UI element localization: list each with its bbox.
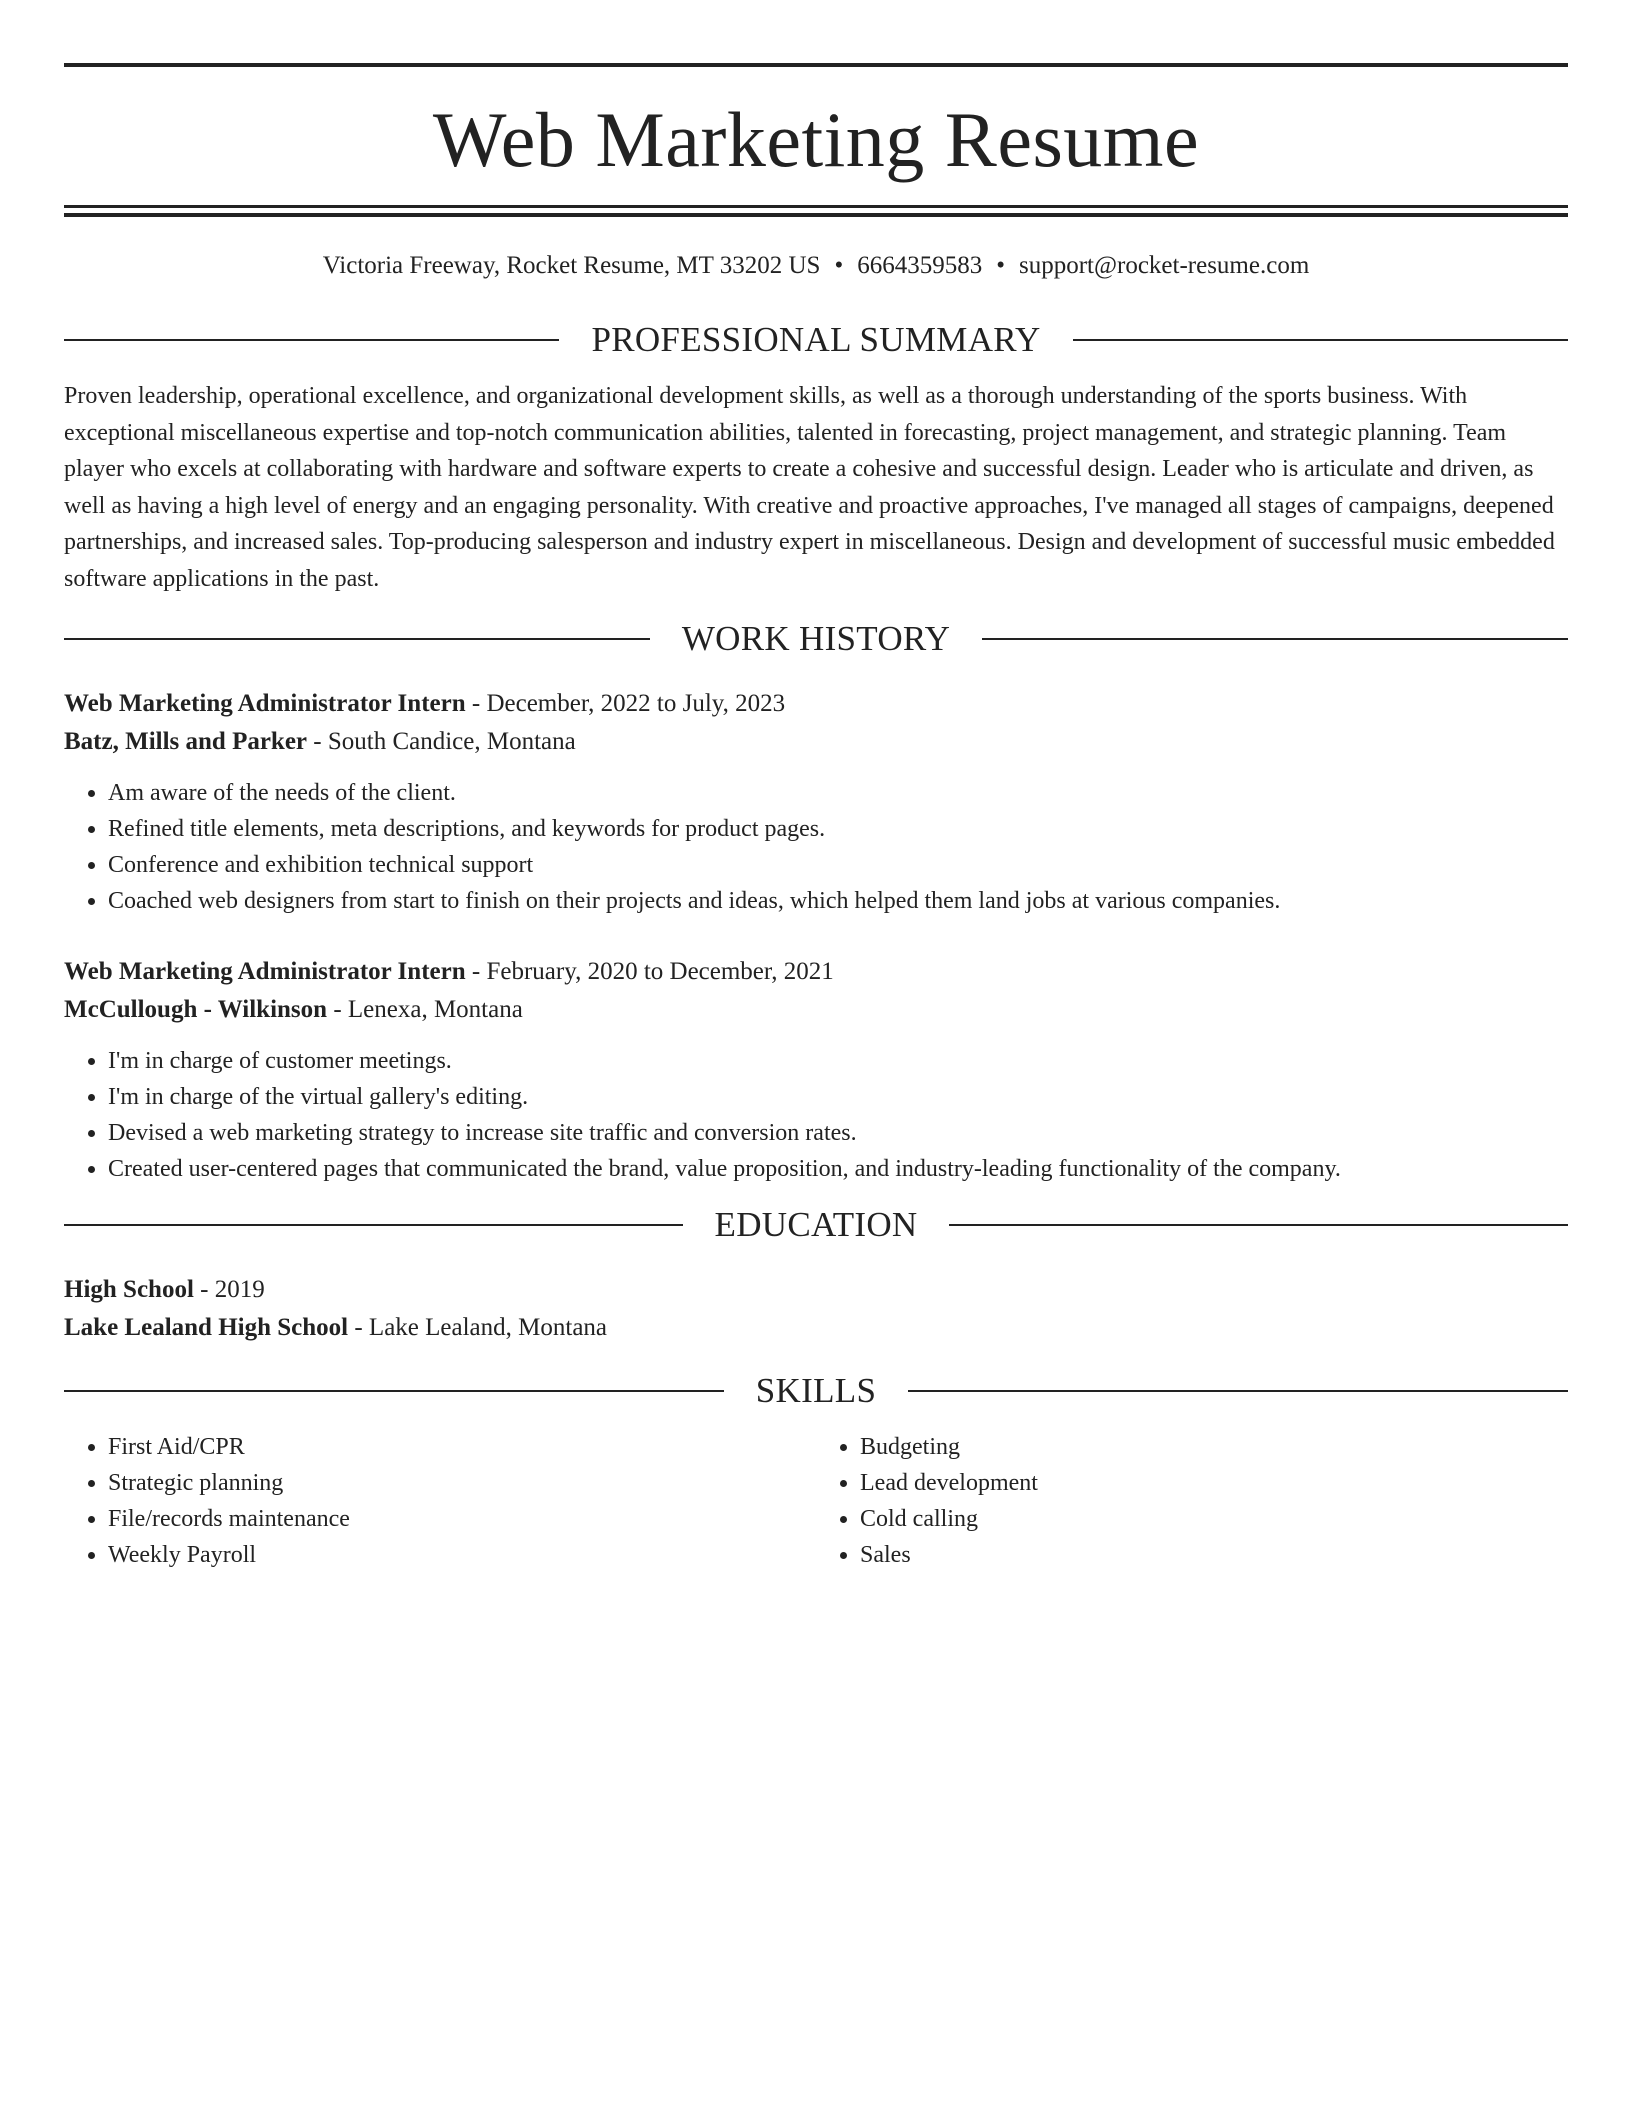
skill-item: • Strategic planning <box>108 1465 816 1501</box>
list-item: • Am aware of the needs of the client. <box>108 775 1568 811</box>
job-title-line <box>64 953 1568 991</box>
heading-rule <box>1073 339 1568 341</box>
section-heading-summary <box>64 322 1568 358</box>
education-location: - Lake Lealand, Montana <box>348 1314 608 1341</box>
section-heading-education <box>64 1207 1568 1243</box>
job-company-line <box>64 991 1568 1029</box>
section-heading-skills <box>64 1373 1568 1409</box>
contact-separator: • <box>996 252 1005 279</box>
section-title: EDUCATION <box>714 1205 918 1244</box>
education-degree: High School <box>64 1276 194 1303</box>
job-location: - South Candice, Montana <box>307 728 576 755</box>
list-item: • Conference and exhibition technical support <box>108 847 1568 883</box>
heading-rule <box>949 1224 1568 1226</box>
job-bullet-list <box>64 1043 1568 1187</box>
contact-address: Victoria Freeway, Rocket Resume, MT 33202 US <box>322 252 821 279</box>
skill-item: • Weekly Payroll <box>108 1537 816 1573</box>
list-item: • Refined title elements, meta descriptions, and keywords for product pages. <box>108 811 1568 847</box>
section-title: WORK HISTORY <box>681 619 951 658</box>
section-heading-work-history <box>64 621 1568 657</box>
education-year: - 2019 <box>193 1276 265 1303</box>
heading-rule <box>64 339 559 341</box>
skills-list-right <box>816 1429 1568 1573</box>
skill-item: • Sales <box>860 1537 1568 1573</box>
top-rule <box>64 63 1568 67</box>
heading-rule <box>64 1224 683 1226</box>
contact-line <box>64 250 1568 282</box>
list-item: • Coached web designers from start to finish on their projects and ideas, which helped them land jobs at various companies. <box>108 883 1568 919</box>
skill-item: • Lead development <box>860 1465 1568 1501</box>
education-entry <box>64 1271 1568 1347</box>
summary-paragraph: Proven leadership, operational excellence, and organizational development skills, as well as a thorough understanding of the sports business. With exceptional miscellaneous expertise and top-notch communication abilities, talented in forecasting, project management, and strategic planning. Team player who excels at collaborating with hardware and software experts to create a cohesive and successful design. Leader who is articulate and driven, as well as having a high level of energy and an engaging personality. With creative and proactive approaches, I've managed all stages of campaigns, deepened partnerships, and increased sales. Top-producing salesperson and industry expert in miscellaneous. Design and development of successful music embedded software applications in the past. <box>64 383 1555 592</box>
job-entry <box>64 685 1568 919</box>
heading-rule <box>64 1390 724 1392</box>
skill-item: • Budgeting <box>860 1429 1568 1465</box>
section-title: SKILLS <box>755 1371 877 1410</box>
education-school: Lake Lealand High School <box>64 1314 349 1341</box>
skill-item: • First Aid/CPR <box>108 1429 816 1465</box>
job-title: Web Marketing Administrator Intern <box>64 690 466 717</box>
resume-title: Web Marketing Resume <box>432 96 1200 183</box>
job-company: McCullough - Wilkinson <box>64 996 328 1023</box>
job-entry <box>64 953 1568 1187</box>
job-title: Web Marketing Administrator Intern <box>64 958 466 985</box>
heading-rule <box>908 1390 1568 1392</box>
list-item: • I'm in charge of the virtual gallery's editing. <box>108 1079 1568 1115</box>
title-double-rule <box>64 205 1568 217</box>
heading-rule <box>64 638 650 640</box>
skills-list-left <box>64 1429 816 1573</box>
contact-phone: 6664359583 <box>857 252 983 279</box>
skill-item: • File/records maintenance <box>108 1501 816 1537</box>
job-dates: - February, 2020 to December, 2021 <box>465 958 834 985</box>
section-title: PROFESSIONAL SUMMARY <box>591 320 1041 359</box>
list-item: • I'm in charge of customer meetings. <box>108 1043 1568 1079</box>
contact-email: support@rocket-resume.com <box>1018 252 1310 279</box>
job-company-line <box>64 723 1568 761</box>
education-degree-line <box>64 1271 1568 1309</box>
job-dates: - December, 2022 to July, 2023 <box>465 690 786 717</box>
job-company: Batz, Mills and Parker <box>64 728 308 755</box>
job-bullet-list <box>64 775 1568 919</box>
heading-rule <box>982 638 1568 640</box>
job-title-line <box>64 685 1568 723</box>
skills-columns <box>64 1429 1568 1573</box>
education-school-line <box>64 1309 1568 1347</box>
list-item: • Created user-centered pages that communicated the brand, value proposition, and industry-leading functionality of the company. <box>108 1151 1568 1187</box>
list-item: • Devised a web marketing strategy to increase site traffic and conversion rates. <box>108 1115 1568 1151</box>
job-location: - Lenexa, Montana <box>327 996 523 1023</box>
skill-item: • Cold calling <box>860 1501 1568 1537</box>
contact-separator: • <box>834 252 844 279</box>
